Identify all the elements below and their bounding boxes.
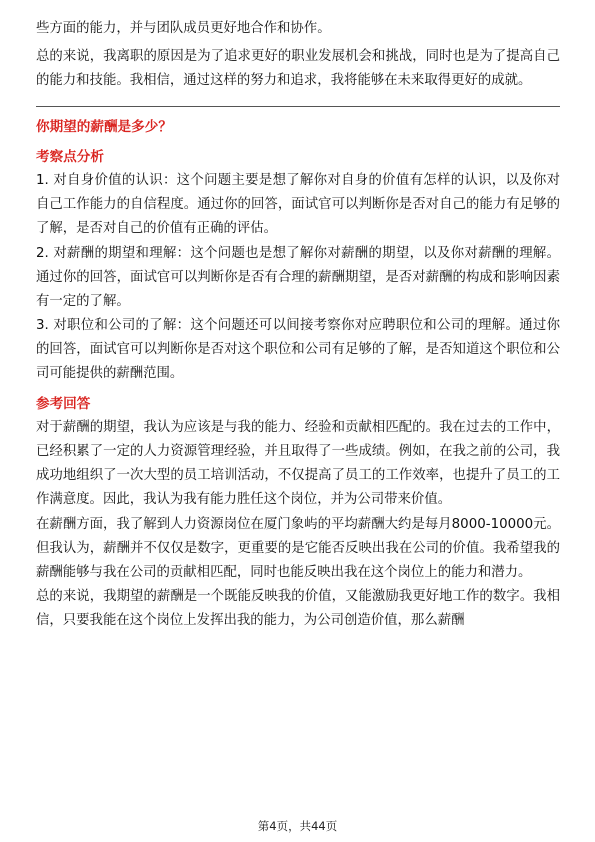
answer-heading: 参考回答 [36, 396, 91, 413]
page-number-footer: 第4页，共44页 [257, 819, 338, 833]
question-title: 你期望的薪酬是多少？ [36, 119, 172, 136]
document-page [36, 17, 560, 633]
answer-paragraph: 对于薪酬的期望，我认为应该是与我的能力、经验和贡献相匹配的。我在过去的工作中，已经积累了一定的人力资源管理经验，并且取得了一些成绩。例如，在我之前的公司，我成功地组织了一次大型的员工培训活动，不仅提高了员工的工作效率，也提升了员工的工作满意度。因此，我认为我有能力胜任这个岗位，并为公司带来价值。 [36, 420, 560, 508]
section-divider [36, 106, 560, 107]
analysis-heading: 考察点分析 [36, 149, 104, 166]
analysis-item: 2. 对薪酬的期望和理解：这个问题也是想了解你对薪酬的期望，以及你对薪酬的理解。通过你的回答，面试官可以判断你是否有合理的薪酬期望，是否对薪酬的构成和影响因素有一定的了解。 [36, 245, 560, 309]
analysis-item: 1. 对自身价值的认识：这个问题主要是想了解你对自身的价值有怎样的认识，以及你对自己工作能力的自信程度。通过你的回答，面试官可以判断你是否对自己的能力有足够的了解，是否对自己的价值有正确的评估。 [36, 173, 560, 237]
paragraph-continuation: 些方面的能力，并与团队成员更好地合作和协作。 [36, 21, 331, 36]
answer-paragraph: 总的来说，我期望的薪酬是一个既能反映我的价值，又能激励我更好地工作的数字。我相信，只要我能在这个岗位上发挥出我的能力，为公司创造价值，那么薪酬 [36, 588, 560, 628]
answer-paragraph: 在薪酬方面，我了解到人力资源岗位在厦门象屿的平均薪酬大约是每月8000-10000元。但我认为，薪酬并不仅仅是数字，更重要的是它能否反映出我在公司的价值。我希望我的薪酬能够与我在公司的贡献相匹配，同时也能反映出我在这个岗位上的能力和潜力。 [36, 516, 560, 580]
analysis-item: 3. 对职位和公司的了解：这个问题还可以间接考察你对应聘职位和公司的理解。通过你的回答，面试官可以判断你是否对这个职位和公司有足够的了解，是否知道这个职位和公司可能提供的薪酬范围。 [36, 317, 560, 382]
paragraph-summary: 总的来说，我离职的原因是为了追求更好的职业发展机会和挑战，同时也是为了提高自己的能力和技能。我相信，通过这样的努力和追求，我将能够在未来取得更好的成就。 [36, 49, 560, 89]
